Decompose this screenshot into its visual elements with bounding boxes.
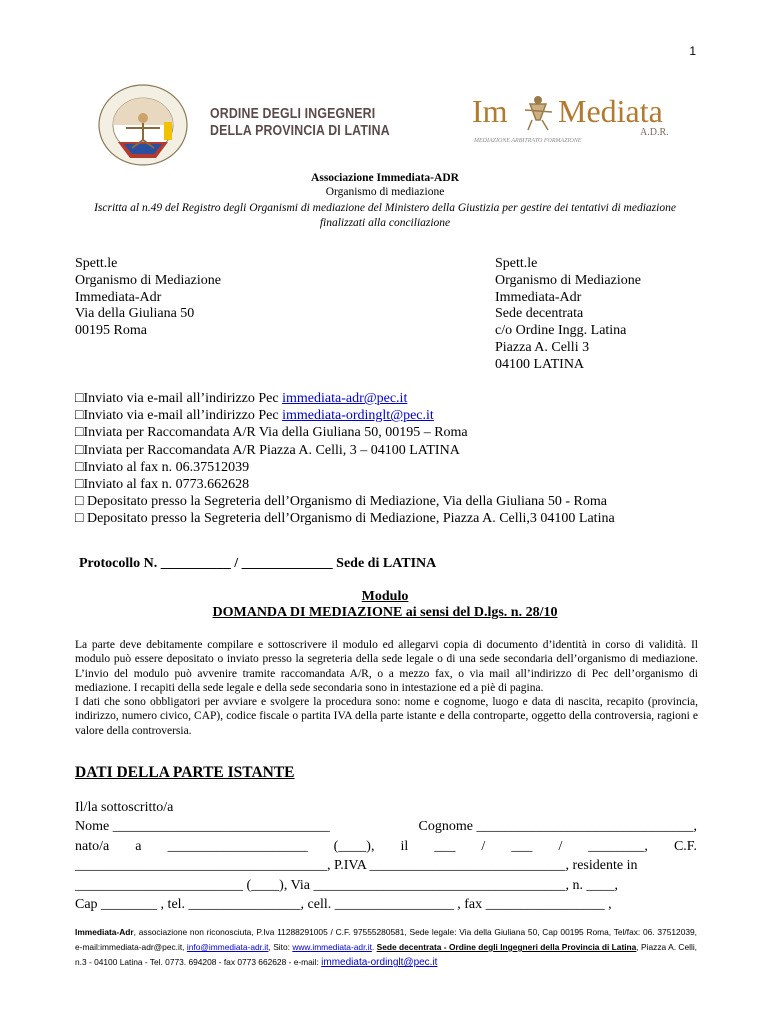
footer-brand: Immediata-Adr — [75, 927, 134, 937]
modulo-subtitle: DOMANDA DI MEDIAZIONE ai sensi del D.lgs. n. 28/10 — [212, 605, 558, 620]
address-line: 04100 LATINA — [495, 356, 585, 372]
cognome-field[interactable]: Cognome _______________________________, — [418, 819, 697, 835]
ordine-ingegneri-seal-logo — [96, 82, 190, 168]
ordine-logo-line2: DELLA PROVINCIA DI LATINA — [210, 123, 390, 139]
address-line: Spett.le — [75, 256, 118, 271]
nome-field[interactable]: Nome _______________________________ — [75, 819, 330, 835]
modulo-heading — [70, 589, 700, 621]
page-number: 1 — [689, 44, 696, 58]
footer-site-link[interactable]: www.immediata-adr.it — [292, 942, 372, 952]
address-line: 00195 Roma — [75, 323, 147, 339]
brand-left: Im — [472, 93, 508, 129]
option-fax-latina[interactable]: □Inviato al fax n. 0773.662628 — [75, 477, 250, 493]
address-block-latina — [495, 256, 641, 374]
section-title: DATI DELLA PARTE ISTANTE — [75, 764, 295, 781]
instructions-p2: I dati che sono obbligatori per avviare e svolgere la procedura sono: nome e cognome, luogo e data di nascita, recapito (provincia, indirizzo, numero civico, CAP), codice fiscale o partita IVA della parte istante e della controparte, oggetto della controversia, ragioni e valore della controversia. — [75, 696, 698, 737]
pec-roma-link[interactable]: immediata-adr@pec.it — [282, 391, 408, 406]
address-line: Piazza A. Celli 3 — [495, 339, 590, 355]
anno-field[interactable]: ________, — [588, 838, 648, 854]
address-block-roma — [75, 256, 221, 340]
brand-tagline: MEDIAZIONE ARBITRATO FORMAZIONE — [474, 138, 582, 144]
form-row-contatti[interactable]: Cap ________ , tel. ________________, cell. _________________ , fax _________________ , — [75, 897, 612, 913]
luogo-nascita-field[interactable]: ____________________ — [167, 838, 308, 854]
address-line: Organismo di Mediazione — [495, 272, 641, 288]
form-intro: Il/la sottoscritto/a — [75, 800, 174, 815]
option-deposito-roma[interactable]: □ Depositato presso la Segreteria dell’Organismo di Mediazione, Via della Giuliana 50 - Roma — [75, 494, 607, 510]
registro-note: Iscritta al n.49 del Registro degli Organismi di mediazione del Ministero della Giustizia per gestire dei tentativi di mediazione finalizzati alla conciliazione — [94, 202, 676, 229]
option-fax-roma[interactable]: □Inviato al fax n. 06.37512039 — [75, 459, 250, 475]
address-line: Immediata-Adr — [495, 289, 582, 305]
brand-adr: A.D.R. — [640, 127, 669, 138]
address-line: Organismo di Mediazione — [75, 272, 221, 288]
option-pec-roma[interactable]: □Inviato via e-mail all’indirizzo Pec immediata-adr@pec.it — [75, 391, 408, 406]
address-line: Sede decentrata — [495, 306, 584, 322]
option-pec-latina[interactable]: □Inviato via e-mail all’indirizzo Pec immediata-ordinglt@pec.it — [75, 408, 434, 424]
form-row-cf-piva[interactable]: ____________________________________, P.IVA ____________________________, residente in — [75, 858, 638, 874]
address-line: Immediata-Adr — [75, 289, 162, 305]
applicant-form — [75, 798, 697, 914]
delivery-options — [75, 390, 615, 528]
footer-pec-link[interactable]: immediata-ordinglt@pec.it — [321, 957, 438, 968]
address-line: Spett.le — [495, 256, 538, 271]
option-raccomandata-latina[interactable]: □Inviata per Raccomandata A/R Piazza A. Celli, 3 – 04100 LATINA — [75, 442, 460, 458]
ordine-logo-text — [210, 106, 390, 140]
immediata-adr-logo — [470, 90, 700, 146]
footer-email-link[interactable]: info@immediata-adr.it — [186, 942, 269, 952]
address-line: c/o Ordine Ingg. Latina — [495, 323, 627, 339]
protocollo-line[interactable]: Protocollo N. __________ / _____________ Sede di LATINA — [79, 556, 437, 571]
pec-latina-link[interactable]: immediata-ordinglt@pec.it — [282, 408, 434, 424]
brand-right: Mediata — [558, 93, 663, 129]
form-row-via[interactable]: ________________________ (____), Via ____________________________________, n. ____, — [75, 877, 618, 893]
organismo-label: Organismo di mediazione — [325, 186, 445, 198]
instructions — [75, 638, 698, 738]
address-line: Via della Giuliana 50 — [75, 306, 195, 322]
option-raccomandata-roma[interactable]: □Inviata per Raccomandata A/R Via della Giuliana 50, 00195 – Roma — [75, 425, 468, 441]
provincia-nascita-field[interactable]: (____), — [333, 838, 375, 854]
footer-sede-decentrata: Sede decentrata - Ordine degli Ingegneri della Provincia di Latina — [376, 942, 637, 952]
instructions-p1: La parte deve debitamente compilare e sottoscrivere il modulo ed allegarvi copia di documento d’identità in corso di validità. Il modulo può essere depositato o inviato presso la segreteria della sede legale o di una sede secondaria dell’organismo di mediazione. L’invio del modulo può avvenire tramite raccomandata A/R, o a mezzo fax, o via mail all’indirizzo di Pec dell’organismo di mediazione. I recapiti della sede legale e della sede secondaria sono in intestazione ed a piè di pagina. — [75, 639, 698, 694]
modulo-title: Modulo — [361, 589, 409, 604]
mese-field[interactable]: ___ — [511, 838, 533, 854]
footer: Immediata-Adr, associazione non riconosciuta, P.Iva 11288291005 / C.F. 97555280581, Sede legale: Via della Giuliana 50, Cap 00195 Roma, Tel/fax: 06. 37512039, e-mail:immediata-adr@pec.it, info@immediata-adr.it, Sito: www.immediata-adr.it. Sede decentrata - Ordine degli Ingegneri della Provincia di Latina, Piazza A. Celli, n.3 - 04100 Latina - Tel. 0773. 694208 - fax 0773 662628 - e-mail: immediata-ordinglt@pec.it — [75, 927, 698, 968]
giorno-field[interactable]: ___ — [434, 838, 456, 854]
option-deposito-latina[interactable]: □ Depositato presso la Segreteria dell’Organismo di Mediazione, Piazza A. Celli,3 04100 Latina — [75, 511, 615, 527]
form-row-nome[interactable] — [75, 817, 697, 836]
form-row-nascita[interactable]: nato/a a ____________________ (____), il ___ / ___ / ________, C.F. — [75, 837, 697, 856]
assoc-name: Associazione Immediata-ADR — [311, 172, 459, 184]
vitruvian-figure-icon — [525, 96, 552, 130]
ordine-logo-line1: ORDINE DEGLI INGEGNERI — [210, 106, 376, 122]
